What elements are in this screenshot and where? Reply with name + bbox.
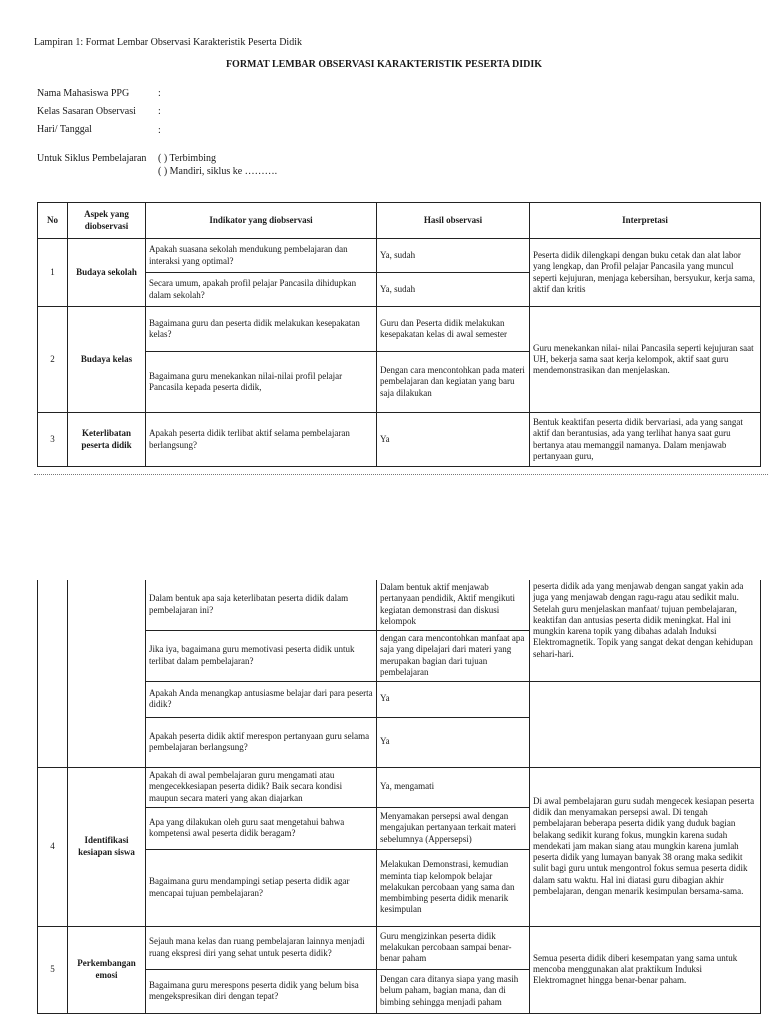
interpretation-cell: Bentuk keaktifan peserta didik bervariasi, ada yang sangat aktif dan berantusias, ada yang terlihat hanya saat guru bertanya atau memanggil namanya. Dalam menjawab pertanyaan guru,: [530, 413, 761, 467]
result-cell: Ya: [377, 717, 530, 767]
indicator-cell: Apakah di awal pembelajaran guru mengamati atau mengecekkesiapan peserta didik? Baik secara kondisi maupun secara materi yang akan diajarkan: [146, 767, 377, 807]
field-label-day-date: Hari/ Tanggal: [37, 124, 92, 135]
aspect-cell: Budaya kelas: [68, 307, 146, 413]
field-separator: :: [158, 125, 161, 136]
result-cell: Ya, sudah: [377, 273, 530, 307]
header-no: No: [38, 203, 68, 239]
indicator-cell: Bagaimana guru merespons peserta didik yang belum bisa mengekspresikan diri dengan tepat?: [146, 969, 377, 1013]
indicator-cell: Apakah peserta didik aktif merespon pertanyaan guru selama pembelajaran berlangsung?: [146, 717, 377, 767]
aspect-cell: Keterlibatan peserta didik: [68, 413, 146, 467]
document-title: FORMAT LEMBAR OBSERVASI KARAKTERISTIK PESERTA DIDIK: [225, 59, 543, 70]
indicator-cell: Jika iya, bagaimana guru memotivasi peserta didik untuk terlibat dalam pembelajaran?: [146, 630, 377, 681]
result-cell: Ya: [377, 413, 530, 467]
observation-table-page1: [37, 202, 761, 467]
table-row: [38, 926, 761, 969]
result-cell: Dengan cara ditanya siapa yang masih belum paham, bagian mana, dan di bimbing sehingga menjadi paham: [377, 969, 530, 1013]
interpretation-cell: Peserta didik dilengkapi dengan buku cetak dan alat labor yang lengkap, dan Profil pelajar Pancasila yang muncul seperti kejujuran, menjaga kebersihan, bersyukur, kerja sama, aktif dan kritis: [530, 239, 761, 307]
observation-table-page2: [37, 580, 761, 1014]
aspect-cell: Budaya sekolah: [68, 239, 146, 307]
result-cell: Dalam bentuk aktif menjawab pertanyaan pendidik, Aktif mengikuti kegiatan demonstrasi dan diskusi kelompok: [377, 580, 530, 630]
interpretation-cell: peserta didik ada yang menjawab dengan sangat yakin ada juga yang menjawab dengan ragu-ragu atau sedikit malu. Setelah guru menjelaskan manfaat/ tujuan pembelajaran, keaktifan dan antusias peserta didik meningkat. Hal ini mungkin karena topik yang dibahas adalah Induksi Elektromagnetik. Topik yang sangat dekat dengan kehidupan sehari-hari.: [530, 580, 761, 681]
result-cell: dengan cara mencontohkan manfaat apa saja yang dipelajari dari materi yang merupakan bagian dari tujuan pembelajaran: [377, 630, 530, 681]
field-separator: :: [158, 106, 161, 117]
result-cell: Ya, sudah: [377, 239, 530, 273]
row-number: 3: [38, 413, 68, 467]
indicator-cell: Apa yang dilakukan oleh guru saat mengetahui bahwa kompetensi awal peserta didik beragam?: [146, 807, 377, 849]
result-cell: Ya, mengamati: [377, 767, 530, 807]
cycle-option-independent: ( ) Mandiri, siklus ke ……….: [158, 166, 278, 177]
table-row: [38, 681, 761, 717]
interpretation-cell: Guru menekankan nilai- nilai Pancasila seperti kejujuran saat UH, bekerja sama saat kerja kelompok, aktif saat guru mendemonstrasikan dan menjelaskan.: [530, 307, 761, 413]
header-indicator: Indikator yang diobservasi: [146, 203, 377, 239]
indicator-cell: Bagaimana guru dan peserta didik melakukan kesepakatan kelas?: [146, 307, 377, 352]
interpretation-cell: Semua peserta didik diberi kesempatan yang sama untuk mencoba menggunakan alat praktikum Induksi Elektromagnet hingga benar-benar paham.: [530, 926, 761, 1013]
result-cell: Guru dan Peserta didik melakukan kesepakatan kelas di awal semester: [377, 307, 530, 352]
row-number-continued: [38, 580, 68, 767]
result-cell: Ya: [377, 681, 530, 717]
indicator-cell: Dalam bentuk apa saja keterlibatan peserta didik dalam pembelajaran ini?: [146, 580, 377, 630]
result-cell: Melakukan Demonstrasi, kemudian meminta tiap kelompok belajar melakukan percobaan yang sama dan membimbing peserta didik menarik kesimpulan: [377, 849, 530, 926]
indicator-cell: Bagaimana guru menekankan nilai-nilai profil pelajar Pancasila kepada peserta didik,: [146, 352, 377, 413]
header-aspect: Aspek yang diobservasi: [68, 203, 146, 239]
table-row: [38, 767, 761, 807]
indicator-cell: Secara umum, apakah profil pelajar Pancasila dihidupkan dalam sekolah?: [146, 273, 377, 307]
indicator-cell: Sejauh mana kelas dan ruang pembelajaran lainnya menjadi ruang ekspresi diri yang sehat untuk peserta didik?: [146, 926, 377, 969]
aspect-cell-continued: [68, 580, 146, 767]
field-label-target-class: Kelas Sasaran Observasi: [37, 106, 136, 117]
aspect-cell: Identifikasi kesiapan siswa: [68, 767, 146, 926]
field-separator: :: [158, 88, 161, 99]
table-row: [38, 580, 761, 630]
attachment-line: Lampiran 1: Format Lembar Observasi Karakteristik Peserta Didik: [34, 37, 302, 48]
row-number: 1: [38, 239, 68, 307]
row-number: 4: [38, 767, 68, 926]
row-number: 2: [38, 307, 68, 413]
result-cell: Menyamakan persepsi awal dengan mengajukan pertanyaan terkait materi sebelumnya (Appersepsi): [377, 807, 530, 849]
table-row: [38, 413, 761, 467]
cycle-label: Untuk Siklus Pembelajaran: [37, 153, 147, 164]
cycle-option-guided: ( ) Terbimbing: [158, 153, 216, 164]
table-row: [38, 307, 761, 352]
result-cell: Guru mengizinkan peserta didik melakukan percobaan sampai benar-benar paham: [377, 926, 530, 969]
indicator-cell: Apakah Anda menangkap antusiasme belajar dari para peserta didik?: [146, 681, 377, 717]
result-cell: Dengan cara mencontohkan pada materi pembelajaran dan kegiatan yang baru saja dilakukan: [377, 352, 530, 413]
row-number: 5: [38, 926, 68, 1013]
header-interpretation: Interpretasi: [530, 203, 761, 239]
indicator-cell: Bagaimana guru mendampingi setiap peserta didik agar mencapai tujuan pembelajaran?: [146, 849, 377, 926]
indicator-cell: Apakah suasana sekolah mendukung pembelajaran dan interaksi yang optimal?: [146, 239, 377, 273]
interpretation-cell-empty: [530, 681, 761, 767]
table-header-row: [38, 203, 761, 239]
indicator-cell: Apakah peserta didik terlibat aktif selama pembelajaran berlangsung?: [146, 413, 377, 467]
interpretation-cell: Di awal pembelajaran guru sudah mengecek kesiapan peserta didik dan menyamakan persepsi awal. Di tengah pembelajaran beberapa peserta didik yang duduk bagian belakang sedikit kurang fokus, mungkin karena sudah mendekati jam makan siang atau mungkin karena jumlah peserta didik yang lumayan banyak 38 orang maka sedikit sulit bagi guru untuk mengontrol fokus semua peserta didik dalam satu waktu. Hal ini diatasi guru dibagian akhir pembelajaran, dengan menarik kesimpulan bersama-sama.: [530, 767, 761, 926]
field-label-student-name: Nama Mahasiswa PPG: [37, 88, 130, 99]
page-break-divider: [34, 474, 768, 475]
header-result: Hasil observasi: [377, 203, 530, 239]
table-row: [38, 239, 761, 273]
aspect-cell: Perkembangan emosi: [68, 926, 146, 1013]
